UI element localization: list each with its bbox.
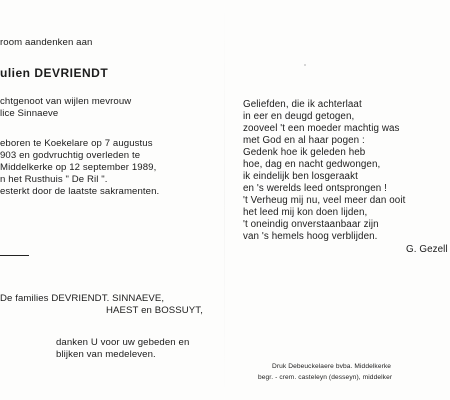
- poem-line-4: met God en al haar pogen :: [243, 135, 365, 146]
- deceased-name: ulien DEVRIENDT: [0, 66, 109, 80]
- poem-author: G. Gezell: [406, 244, 448, 255]
- poem-line-11: 't oneindig onverstaanbaar zijn: [243, 219, 379, 230]
- poem-line-2: in eer en deugd getogen,: [243, 111, 355, 122]
- bio-line-5: Middelkerke op 12 september 1989,: [0, 162, 157, 173]
- poem-line-5: Gedenk hoe ik geleden heb: [243, 147, 366, 158]
- poem-line-12: van 's hemels hoog verblijden.: [243, 231, 378, 242]
- poem-line-6: hoe, dag en nacht gedwongen,: [243, 159, 381, 170]
- paper-speck: [304, 64, 306, 66]
- families-line-1: De families DEVRIENDT. SINNAEVE,: [0, 293, 165, 304]
- poem-line-9: 't Verheug mij nu, veel meer dan ooit: [243, 195, 406, 206]
- families-line-2: HAEST en BOSSUYT,: [106, 305, 203, 316]
- poem-line-3: zooveel 't een moeder machtig was: [243, 123, 400, 134]
- bio-line-7: esterkt door de laatste sakramenten.: [0, 186, 160, 197]
- bio-line-2: lice Sinnaeve: [0, 108, 59, 119]
- poem-line-1: Geliefden, die ik achterlaat: [243, 99, 362, 110]
- poem-line-7: ik eindelijk ben losgeraakt: [243, 171, 358, 182]
- bio-line-6: n het Rusthuis " De Ril ".: [0, 174, 108, 185]
- thanks-line-1: danken U voor uw gebeden en: [56, 337, 190, 348]
- memorial-header: room aandenken aan: [0, 37, 93, 48]
- printer-line-2: begr. - crem. casteleyn (desseyn), middelker: [258, 374, 393, 381]
- card-fold: [224, 0, 225, 400]
- poem-line-8: en 's werelds leed ontsprongen !: [243, 183, 387, 194]
- printer-line-1: Druk Debeuckelaere bvba. Middelkerke: [272, 363, 392, 370]
- bio-line-1: chtgenoot van wijlen mevrouw: [0, 96, 132, 107]
- thanks-line-2: blijken van medeleven.: [56, 349, 156, 360]
- bio-line-3: eboren te Koekelare op 7 augustus: [0, 138, 153, 149]
- poem-line-10: het leed mij kon doen lijden,: [243, 207, 368, 218]
- bio-line-4: 903 en godvruchtig overleden te: [0, 150, 141, 161]
- separator-rule: [0, 255, 29, 256]
